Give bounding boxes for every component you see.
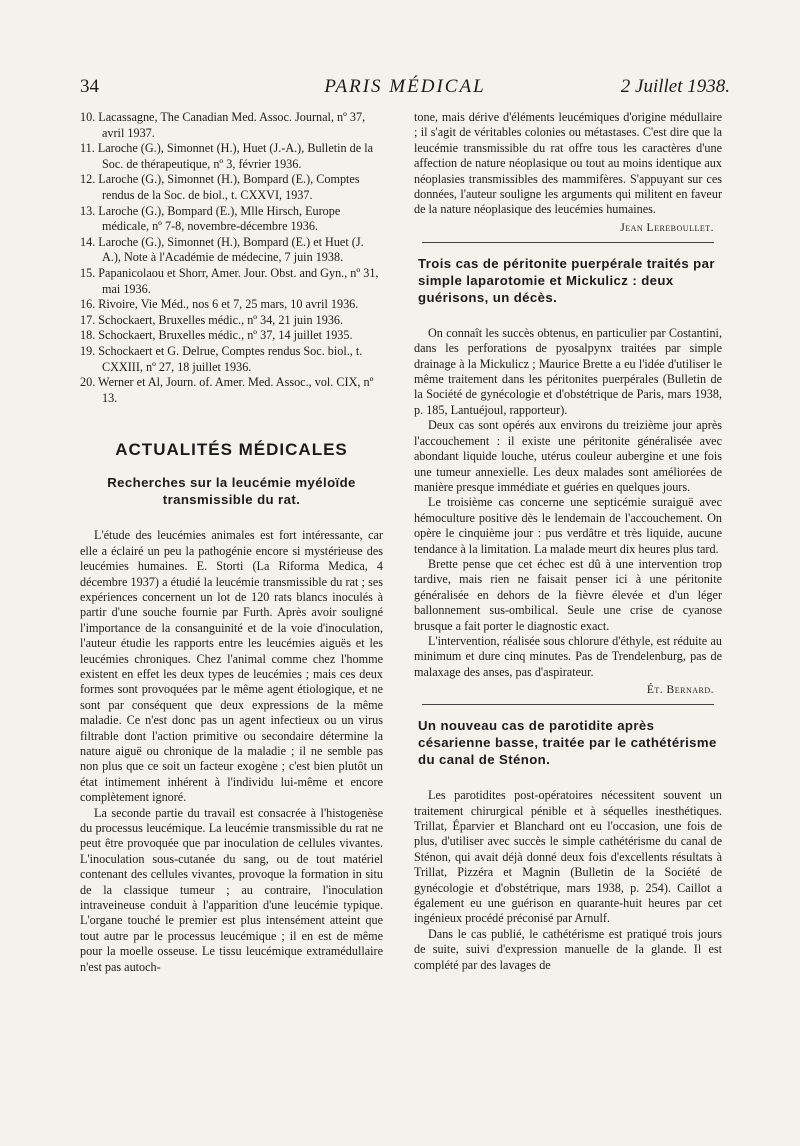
reference-item: 14. Laroche (G.), Simonnet (H.), Bompard (E.) et Huet (J. A.), Note à l'Académie de médecine, 7 juin 1938. <box>80 234 364 265</box>
article-title-parotidite: Un nouveau cas de parotidite après césarienne basse, traitée par le cathétérisme du canal de Sténon. <box>418 718 717 768</box>
reference-item: 10. Lacassagne, The Canadian Med. Assoc. Journal, nº 37, avril 1937. <box>80 110 366 140</box>
left-column <box>80 110 383 975</box>
reference-item: 20. Werner et Al, Journ. of. Amer. Med. Assoc., vol. CIX, nº 13. <box>80 375 374 405</box>
issue-date: 2 Juillet 1938. <box>620 76 730 97</box>
author-signature: Ét. Bernard. <box>646 684 714 697</box>
article-paragraph: La seconde partie du travail est consacrée à l'histogenèse du processus leucémique. La leucémie transmissible du rat ne peut être provoquée que par inoculation de cellules vivantes. L'inoculation sous-cutanée du sang, ou de tout matériel contenant des cellules vivantes, provoque la formation in situ de la classique tumeur ; au contraire, l'inoculation intraveineuse conduit à l'apparition d'une leucémie typique. L'organe touché le premier est plus intensément atteint que tout autre par le processus leucémique ; il en est de même pour la moelle osseuse. Le tissu leucémique extramédullaire n'est pas autoch- <box>80 805 383 974</box>
divider <box>422 704 714 705</box>
article-paragraph: L'intervention, réalisée sous chlorure d'éthyle, est réduite au minimum et dure cinq minutes. Pas de Trendelenburg, pas de malaxage des anses, pas d'aspirateur. <box>414 633 722 679</box>
article-paragraph: Dans le cas publié, le cathétérisme est pratiqué trois jours de suite, suivi d'expression manuelle de la glande. Il est complété par des lavages de <box>414 926 722 972</box>
page-header <box>80 76 730 106</box>
reference-item: 17. Schockaert, Bruxelles médic., nº 34, 21 juin 1936. <box>80 312 344 327</box>
article-paragraph: L'étude des leucémies animales est fort intéressante, car elle a éclairé un peu la pathogénie encore si mystérieuse des leucémies humaines. E. Storti (La Riforma Medica, 4 décembre 1937) a étudié la leucémie transmissible du rat ; ses expériences concernent un lot de 120 rats blancs inoculés à partir d'une souche fournie par Furth. Après avoir souligné l'importance de la consanguinité et de la voie d'inoculation, l'auteur étudie les rapports entre les leucémies aiguës et les leucémies chroniques. Chez l'animal comme chez l'homme existent en effet les deux types de leucémies ; mais ces deux formes sont provoquées par le même agent étiologique, et ne sont par conséquent que deux expressions de la même maladie. Ce n'est donc pas un agent infectieux ou un virus filtrable dont l'action primitive ou secondaire détermine la nature aiguë ou chronique de la maladie ; il ne semble pas non plus que ce soit un facteur exogène ; c'est bien plutôt un état intimement inhérent à l'individu lui-même et encore complètement ignoré. <box>80 528 383 805</box>
article-paragraph: Le troisième cas concerne une septicémie suraiguë avec hémoculture positive dès le lendemain de l'accouchement. On opère le cinquième jour : pus verdâtre et très liquide, aucune tendance à la limitation. La malade meurt dix heures plus tard. <box>414 495 722 556</box>
article-paragraph: Les parotidites post-opératoires nécessitent souvent un traitement chirurgical pénible et à séquelles inesthétiques. Trillat, Éparvier et Blanchard ont eu l'occasion, une fois de plus, d'utiliser avec succès le simple cathétérisme du canal de Sténon, qui avait déjà donné deux fois d'excellents résultats à Trillat, Pizzéra et Magnin (Bulletin de la Société de gynécologie et d'obstétrique, mars 1938, p. 254). Caillot a également eu une guérison en quarante-huit heures par cet ingénieux procédé préconisé par Arnulf. <box>414 788 722 926</box>
article-paragraph: Deux cas sont opérés aux environs du treizième jour après l'accouchement : il existe une péritonite généralisée avec abondant liquide louche, utérus couleur aubergine et une fois une tumeur annexielle. Les deux malades sont améliorées de manière presque immédiate et guéries en quelques jours. <box>414 418 722 494</box>
author-signature: Jean Lereboullet. <box>620 221 714 234</box>
article-paragraph-continued: tone, mais dérive d'éléments leucémiques d'origine médullaire ; il s'agit de véritables colonies ou métastases. C'est dire que la leucémie transmissible du rat offre tous les caractères d'une affection de nature néoplasique ou tout au moins identique aux néoplasies transmissibles des mammifères. S'appuyant sur ces données, l'auteur souligne les arguments qui militent en faveur de la nature néoplasique des leucémies humaines. <box>414 110 722 217</box>
reference-item: 19. Schockaert et G. Delrue, Comptes rendus Soc. biol., t. CXXIII, nº 27, 18 juillet 1936. <box>80 343 363 374</box>
article-paragraph: Brette pense que cet échec est dû à une intervention trop tardive, mais rien ne faisait penser ici à une péritonite généralisée en dehors de la fièvre élevée et d'un léger ballonnement sus-ombilical. Seule une crise de cyanose brusque a fait porter le diagnostic exact. <box>414 556 722 633</box>
section-title: ACTUALITÉS MÉDICALES <box>115 440 348 460</box>
article-title-peritonite: Trois cas de péritonite puerpérale traités par simple laparotomie et Mickulicz : deux guérisons, un décès. <box>418 255 715 305</box>
right-column <box>414 110 722 973</box>
reference-item: 13. Laroche (G.), Bompard (E.), Mlle Hirsch, Europe médicale, nº 7-8, novembre-décembre 1936. <box>80 203 341 234</box>
journal-title: PARIS MÉDICAL <box>324 76 486 97</box>
reference-list <box>80 110 383 406</box>
article-paragraph: On connaît les succès obtenus, en particulier par Costantini, dans les perforations de pyosalpynx traitées par simple drainage à la Mickulicz ; Maurice Brette a eu l'idée d'utiliser le même traitement dans les péritonites puerpérales (Bulletin de la Société de gynécologie et d'obstétrique de Paris, mars 1938, p. 185, Lantuéjoul, rapporteur). <box>414 325 722 417</box>
reference-item: 16. Rivoire, Vie Méd., nos 6 et 7, 25 mars, 10 avril 1936. <box>80 297 359 312</box>
reference-item: 15. Papanicolaou et Shorr, Amer. Jour. Obst. and Gyn., nº 31, mai 1936. <box>80 265 379 296</box>
reference-item: 12. Laroche (G.), Simonnet (H.), Bompard (E.), Comptes rendus de la Soc. de biol., t. CXXVI, 1937. <box>80 172 360 202</box>
page-number: 34 <box>80 76 99 97</box>
reference-item: 11. Laroche (G.), Simonnet (H.), Huet (J.-A.), Bulletin de la Soc. de thérapeutique, nº 3, février 1936. <box>80 141 373 171</box>
reference-item: 18. Schockaert, Bruxelles médic., nº 37, 14 juillet 1935. <box>80 328 353 343</box>
divider <box>422 242 714 243</box>
article-title-leucemie: Recherches sur la leucémie myéloïde transmissible du rat. <box>107 475 356 508</box>
